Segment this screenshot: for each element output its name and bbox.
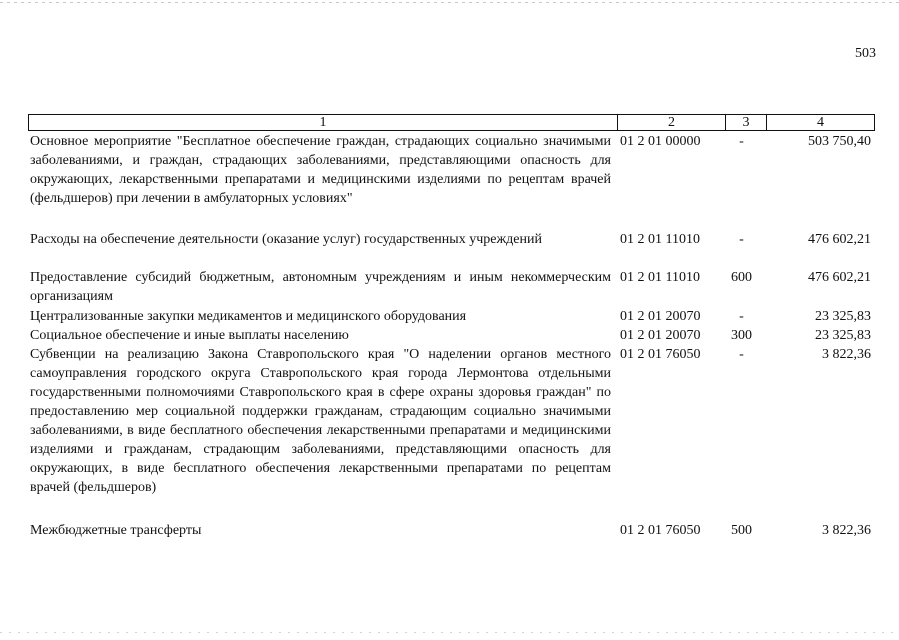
- scan-edge-bottom: [0, 632, 899, 633]
- header-col-2: 2: [618, 115, 726, 130]
- row-name: Социальное обеспечение и иные выплаты населению: [30, 328, 349, 343]
- row-type: -: [739, 232, 744, 247]
- row-code: 01 2 01 20070: [620, 328, 701, 343]
- row-type: 600: [731, 270, 752, 285]
- row-code: 01 2 01 76050: [620, 347, 701, 362]
- page-number: 503: [855, 46, 876, 61]
- row-name: Расходы на обеспечение деятельности (оказание услуг) государственных учреждений: [30, 232, 542, 247]
- row-code: 01 2 01 76050: [620, 523, 701, 538]
- scan-edge-top: [0, 2, 899, 3]
- row-type: -: [739, 309, 744, 324]
- row-amount: 23 325,83: [815, 309, 871, 324]
- row-amount: 3 822,36: [822, 523, 871, 538]
- row-amount: 476 602,21: [808, 232, 871, 247]
- row-code: 01 2 01 11010: [620, 232, 700, 247]
- row-name: Централизованные закупки медикаментов и медицинского оборудования: [30, 309, 467, 324]
- row-amount: 3 822,36: [822, 347, 871, 362]
- row-type: -: [739, 134, 744, 149]
- table-header: [28, 114, 875, 131]
- row-type: 300: [731, 328, 752, 343]
- row-type: 500: [731, 523, 752, 538]
- header-col-3: 3: [726, 115, 767, 130]
- row-type: -: [739, 347, 744, 362]
- row-name: Предоставление субсидий бюджетным, автономным учреждениям и иным некоммерческим организациям: [30, 270, 611, 304]
- row-amount: 23 325,83: [815, 328, 871, 343]
- row-code: 01 2 01 00000: [620, 134, 701, 149]
- row-name: Межбюджетные трансферты: [30, 523, 202, 538]
- row-code: 01 2 01 11010: [620, 270, 700, 285]
- row-amount: 503 750,40: [808, 134, 871, 149]
- header-col-4: 4: [817, 115, 824, 130]
- row-name: Субвенции на реализацию Закона Ставропольского края "О наделении органов местного самоуправления городского округа Ставропольского края города Лермонтова отдельными государственными полномочиями Ставропольского края в сфере охраны здоровья граждан" по предоставлению мер социальной поддержки гражданам, страдающим социально значимыми заболеваниями, в виде бесплатного обеспечения лекарственными препаратами и медицинскими изделиями и гражданам, страдающим заболеваниями, представляющими опасность для окружающих, в виде бесплатного обеспечения лекарственными препаратами по рецептам врачей (фельдшеров): [30, 347, 611, 495]
- header-col-1: 1: [29, 115, 618, 130]
- row-amount: 476 602,21: [808, 270, 871, 285]
- row-name: Основное мероприятие "Бесплатное обеспечение граждан, страдающих социально значимыми заболеваниями, и граждан, страдающих заболеваниями, представляющими опасность для окружающих, лекарственными препаратами и медицинскими изделиями по рецептам врачей (фельдшеров) при лечении в амбулаторных условиях": [30, 134, 611, 206]
- row-code: 01 2 01 20070: [620, 309, 701, 324]
